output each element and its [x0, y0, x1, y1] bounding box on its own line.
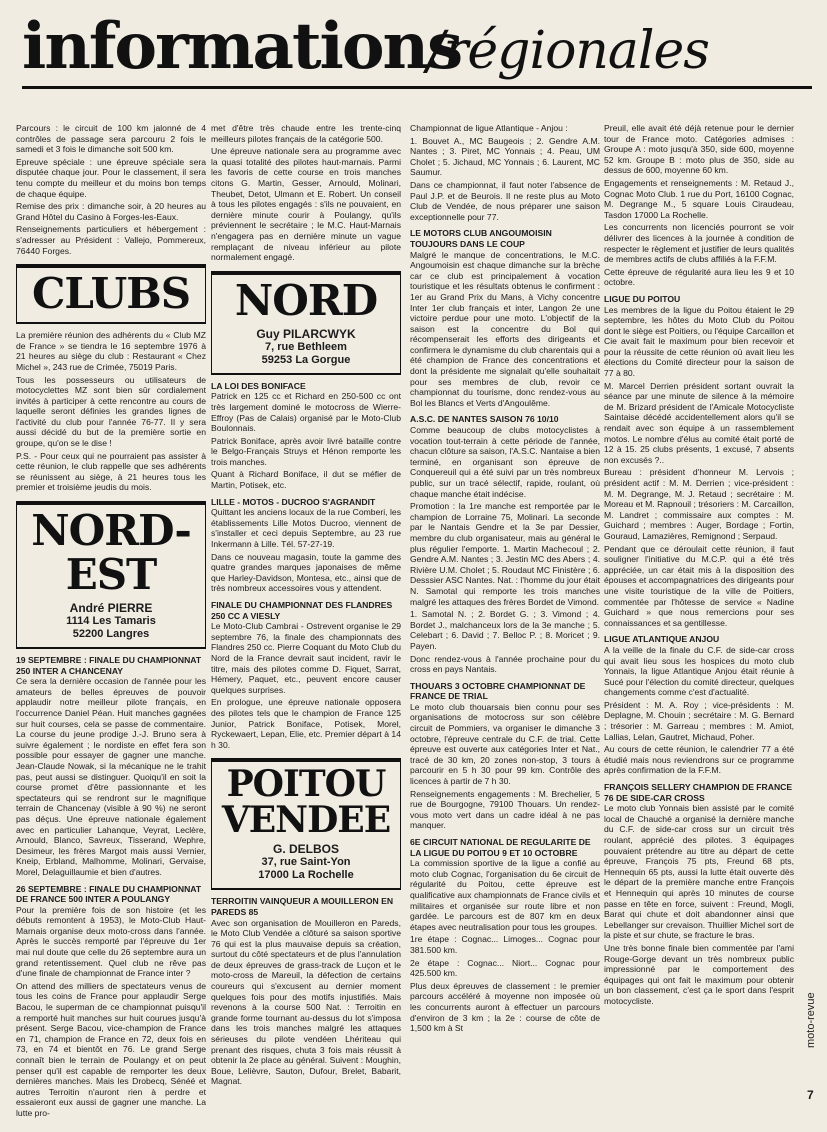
paragraph: Président : M. A. Roy ; vice-présidents : M. Deplagne, M. Chouin ; secrétaire : M. G. Bernard ; trésorier : M. Garreau ; membres : M. Amiot, Lallias, Lelan, Gautret, Michaud, Poher. — [604, 699, 794, 742]
article-heading: LIGUE ATLANTIQUE ANJOU — [604, 634, 720, 645]
paragraph: Une épreuve nationale sera au programme avec la quasi totalité des pilotes haut-marnais. Parmi les favoris de cette course en trois manches citons G. Martin, Gesser, Arnould, Molinari, Theubet, Detot, Ulmann et E. Robert. Un conseil à tous les pilotes engagés : s'ils ne pouvaient, en dernière minute courir à Poulangy, qu'ils préviennent le secrétaire ; le M.C. Haut-Marnais n'engagera pas en dernière minute un vague remplaçant de niveau inférieur au pilote normalement engagé. — [211, 146, 401, 263]
masthead — [22, 8, 812, 86]
correspondent-city: 59253 La Gorgue — [261, 353, 351, 366]
article-heading: LA LOI DES BONIFACE — [211, 380, 306, 391]
article-heading: 6E CIRCUIT NATIONAL DE REGULARITE DE LA LIGUE DU POITOU 9 ET 10 OCTOBRE — [410, 837, 591, 858]
correspondent-name: André PIERRE — [69, 601, 153, 616]
paragraph: Dans ce nouveau magasin, toute la gamme des quatre grandes marques japonaises de même que Harley-Davidson, Montesa, etc., ainsi que de très nombreux accessoires vous y attendent. — [211, 551, 401, 594]
masthead-title: informations — [22, 9, 462, 84]
article-heading: LIGUE DU POITOU — [604, 293, 681, 304]
article-heading: TERROITIN VAINQUEUR A MOUILLERON EN PAREDS 85 — [211, 896, 394, 917]
paragraph: Dans ce championnat, il faut noter l'absence de Paul J.P. et de Beurois. Il ne reste plus au Moto Club de Vendée, de nous préparer une saison exceptionnelle pour 77. — [410, 179, 600, 222]
paragraph: Patrick en 125 cc et Richard en 250-500 cc ont très largement dominé le motocross de Wierre-Effroy (Pas de Calais) organisé par le Moto-Club Boulonnais. — [211, 391, 401, 434]
correspondent-city: 52200 Langres — [72, 628, 150, 641]
paragraph: Au cours de cette réunion, le calendrier 77 a été étudié mais nous reviendrons sur ce programme après confirmation de la F.F.M. — [604, 744, 794, 776]
column-3 — [410, 123, 600, 1118]
section-title-clubs: CLUBS — [31, 269, 191, 319]
paragraph: Remise des prix : dimanche soir, à 20 heures au Grand Hôtel du Casino à Forges-les-Eaux. — [16, 201, 206, 222]
correspondent-address: 7, rue Bethleem — [265, 340, 347, 353]
paragraph: Malgré le manque de concentrations, le M.C. Angoumoisin est chaque dimanche sur la brèche car ce club est principalement à vocation touristique et les résultats obtenus le confirment : 1er au Grand Prix du Mans, à Vichy concentre Inter 1er club français et inter, Langon 2e une victoire perdue pour une moto. L'objectif de la saison est la concentre du Bol qui récompenserait les efforts des dirigeants et confirmera le dynamisme du club charentais qui a été champion de France des concentrations et dont la présidente me signalait qu'elle souhaitait pour ses membres de club, revoir ce championnat du tourisme, donc rendez-vous au Bol les Blancs et Verts d'Angoulême. — [410, 249, 600, 408]
section-title-vendee: VENDEE — [221, 799, 391, 842]
paragraph: A la veille de la finale du C.F. de side-car cross qui avait lieu sous les hospices du moto club Yonnais, la ligue Atlantique Anjou était réunie à Sucé pour l'élection du comité directeur, quelques changements comme c'est d'actualité. — [604, 644, 794, 698]
paragraph: Quittant les anciens locaux de la rue Comberi, les établissements Lille Motos Ducroo, viennent de s'installer et ceci depuis Septembre, au 23 rue Inkermann à Lille. Tél. 57-27-19. — [211, 507, 401, 550]
page-number: 7 — [807, 1088, 814, 1102]
paragraph: 1re étape : Cognac... Limoges... Cognac pour 381.500 km. — [410, 934, 600, 955]
column-2 — [211, 123, 401, 1118]
paragraph: Ce sera la dernière occasion de l'année pour les amateurs de belles épreuves de pouvoir applaudir notre meilleur pilote français, en l'occurrence Daniel Péan. Huit manches gagnées sur huit courses, cela se passe de commentaire. La course du jeune prodige J.-J. Bruno sera à suivre également ; le nordiste en effet fera son possible pour essayer de gagner une manche. Jean-Claude Nowak, si la mécanique ne le trahit pas, peut aussi se distinguer. Quoiqu'il en soit la course promet d'être passionnante et les spectateurs qui se rendront sur le magnifique terrain de Chancenay (visible à 90 %) ne seront pas déçus. Une épreuve nationale également avec en particulier Lahanque, Veyrat, Leclère, Arnould, Blanco, Savreux, Tisserand, Wephre, Desimeur, les frères Margot mais aussi Vernier, Kneip, Erbland, Malhomme, Molinari, Gervaise, Morel, Delaguillaumie et bien d'autres. — [16, 676, 206, 877]
paragraph: Bureau : président d'honneur M. Lervois ; président actif : M. M. Derrien ; vice-président : M. M. Degrange, M. J. Retaud ; secrétaire : M. Moreau et M. Rapnouil ; trésoriers : M. Carcaillon, M. Landret ; commissaire aux comptes : M. Guichard ; membres : Auger, Bordage ; Fortin, Gouraud, Lamazières, Remignond ; Serpaud. — [604, 467, 794, 541]
article-heading: FINALE DU CHAMPIONNAT DES FLANDRES 250 CC A VIESLY — [211, 600, 393, 621]
paragraph: Patrick Boniface, après avoir livré bataille contre le Belgo-Français Struys et Hénon remporte les trois manches. — [211, 435, 401, 467]
paragraph: Le moto club Yonnais bien assisté par le comité local de Chauché a organisé la dernière manche du C.F. de side-car cross sur un circuit très roulant, apprécié des pilotes. 3 équipages pouvaient prétendre au titre au départ de cette épreuve, François 75 pts, Freund 68 pts, Hennequin 65 pts, aussi la lutte était ouverte dès le départ de la première manche entre François et Hennequin qui après 10 minutes de course passe en tête en force, suivent : Freund, Mogli, Barat qui chute et doit abandonner ainsi que Lebellanger sur crevaison. Thuillier Michel sort de la piste et sur chute, se fracture le bras. — [604, 803, 794, 941]
column-4 — [604, 123, 794, 1118]
paragraph: Une très bonne finale bien commentée par l'ami Rouge-Gorge devant un très nombreux public impressionné par le comportement des équipages qui ont fait le maximum pour obtenir un bon classement, c'est ça le sport dans l'esprit motocycliste. — [604, 942, 794, 1006]
paragraph: Renseignements particuliers et hébergement : s'adresser au Président : Vallejo, Pommereux, 76440 Forges. — [16, 224, 206, 256]
article-heading: THOUARS 3 OCTOBRE CHAMPIONNAT DE FRANCE DE TRIAL — [410, 680, 586, 702]
article-heading: 26 SEPTEMBRE : FINALE DU CHAMPIONNAT DE FRANCE 500 INTER A POULANGY — [16, 883, 202, 905]
paragraph: En prologue, une épreuve nationale opposera des pilotes tels que le champion de France 125 Junior, Patrick Boniface, Potisek, Morel, Ryckewaert, Lepan, Elie, etc. Premier départ à 14 h 30. — [211, 697, 401, 750]
correspondent-city: 17000 La Rochelle — [258, 869, 354, 882]
paragraph: Quant à Richard Boniface, il dut se méfier de Martin, Potisek, etc. — [211, 469, 401, 491]
section-title-poitou: POITOU — [226, 763, 386, 806]
masthead-subtitle: /régionales — [427, 21, 709, 81]
paragraph: Championnat de ligue Atlantique - Anjou : — [410, 123, 568, 133]
paragraph: M. Marcel Derrien président sortant ouvrait la séance par une minute de silence à la mémoire de M. Brizard président de l'Amicale Motocycliste Saintaise décédé accidentellement alors qu'il se rendait avec son équipe à un rassemblement motos. Le nombre d'élus au comité était porté de 12 à 15. 25 clubs présents, 1 excusé, 7 absents non excusés ?.. — [604, 380, 794, 465]
section-box-clubs — [16, 264, 206, 324]
article-heading: LE MOTORS CLUB ANGOUMOISIN TOUJOURS DANS LE COUP — [410, 228, 552, 249]
masthead-rule — [22, 86, 812, 89]
paragraph: 1. Samotal N. ; 2. Bordet G. ; 3. Vimond ; 4. Bordet J., malchanceux lors de la 3e manche ; 5. Celebart ; 6. David ; 7. Belloc P. ; 8. Moricet ; 9. Payen. — [410, 609, 600, 651]
article-heading: 19 SEPTEMBRE : FINALE DU CHAMPIONNAT 250 INTER A CHANCENAY — [16, 655, 202, 676]
paragraph: Renseignements engagements : M. Brechelier, 5 rue de Bourgogne, 79100 Thouars. Un rendez-vous moto vert dans un cadre idéal à ne pas manquer. — [410, 788, 600, 831]
section-box-nord — [211, 271, 401, 375]
correspondent-address: 37, rue Saint-Yon — [261, 856, 351, 869]
section-title-nord: NORD — [234, 275, 378, 325]
paragraph: Preuil, elle avait été déjà retenue pour le dernier tour de France moto. Catégories admises : Groupe A : moto jusqu'à 350, side 600, moyenne 52 km. Groupe B : moto plus de 350, side au dessus de 600, moyenne 60 km. — [604, 123, 794, 176]
paragraph: Epreuve spéciale : une épreuve spéciale sera disputée chaque jour. Pour le classement, il sera tenu compte du meilleur et du moins bon temps de chaque équipe. — [16, 156, 206, 199]
section-box-nord-est — [16, 501, 206, 649]
paragraph: Tous les possesseurs ou utilisateurs de motocyclettes MZ sont bien sûr cordialement invités à participer à cette rencontre au cours de laquelle seront définies les grandes lignes de l'activité du club pour l'année 76-77. Il y sera aussi décidé du but de la première sortie en groupe, qu'on se le dise ! — [16, 374, 206, 449]
paragraph: met d'être très chaude entre les trente-cinq meilleurs pilotes français de la catégorie 500. — [211, 123, 401, 144]
section-box-poitou-vendee — [211, 758, 401, 890]
article-heading: LILLE - MOTOS - DUCROO S'AGRANDIT — [211, 496, 376, 507]
column-1 — [16, 123, 206, 1118]
paragraph: Pendant que ce déroulait cette réunion, il faut souligner l'initiative du M.C.P. qui a été très appréciée, un car était mis à la disposition des épouses et accompagnatrices des dirigeants pour une visite touristique de la ville de Poitiers, commentée par l'hôtesse de service « Nadine Guichard » que nous remercions pour ses connaissances et sa gentillesse. — [604, 543, 794, 628]
paragraph: Pour la première fois de son histoire (et les débuts remontent à 1953), le Moto-Club Haut-Marnais organise deux moto-cross dans l'année. Après le succès remporté par l'épreuve du 1er mai nul doute que celle du 26 septembre aura un grand retentissement. Quel club ne rêve pas d'une finale de championnat de France inter ? — [16, 904, 206, 979]
paragraph: Les concurrents non licenciés pourront se voir délivrer des licences à la journée à condition de respecter le règlement et justifier de leurs qualités de membres actifs de clubs affiliés à la F.F.M. — [604, 222, 794, 265]
section-title-nord-est: NORD-EST — [31, 506, 191, 600]
article-heading: FRANÇOIS SELLERY CHAMPION DE FRANCE 76 DE SIDE-CAR CROSS — [604, 782, 793, 803]
paragraph: P.S. - Pour ceux qui ne pourraient pas assister à cette réunion, le club rappelle que ses adhérents se réunissent au siège, à 21 heures tous les premier et troisième jeudis du mois. — [16, 450, 206, 493]
paragraph: Avec son organisation de Mouilleron en Pareds, le Moto Club Vendée a clôturé sa saison sportive 76 qui est la plus mauvaise depuis sa création, surtout du côté spectateurs et de plus l'annulation de deux épreuves de grass-track de Luçon et le moto-cross de Mareuil, la défection de certains coureurs qui s'excusent au dernier moment quelques fois pour des motifs injustifiés. Mais revenons à la course 500 Nat. : Terroitin en grande forme tournant au-dessus du lot s'imposa dans les trois manches malgré les attaques sérieuses du pilote vendéen Lhériteau qui prenant des risques, chuta 3 fois mais réussit à obtenir la 2e place au général. Suivent : Moughin, Boue, Lelièvre, Sauton, Dufour, Brelet, Babarit, Magnat. — [211, 917, 401, 1087]
correspondent-name: G. DELBOS — [272, 842, 339, 857]
correspondent-address: 1114 Les Tamaris — [66, 615, 156, 628]
paragraph: Cette épreuve de régularité aura lieu les 9 et 10 octobre. — [604, 266, 794, 288]
correspondent-name: Guy PILARCWYK — [256, 326, 356, 341]
paragraph: Donc rendez-vous à l'année prochaine pour du cross en pays Nantais. — [410, 653, 600, 675]
paragraph: Engagements et renseignements : M. Retaud J., Cognac Moto Club. 1 rue du Port, 16100 Cognac, M. Degrange M., 5 square Louis Ciraudeau, Tasdon 17000 La Rochelle. — [604, 177, 794, 220]
article-heading: A.S.C. DE NANTES SAISON 76 10/10 — [410, 414, 559, 425]
paragraph: Plus deux épreuves de classement : le premier parcours accéléré à moyenne non imposée où les concurrents auront à effectuer un parcours d'environ de 3 km ; la 2e : course de côte de 1,500 km à St — [410, 980, 600, 1034]
magazine-brand: moto-revue — [805, 992, 817, 1048]
paragraph: Parcours : le circuit de 100 km jalonné de 4 contrôles de passage sera parcouru 2 fois le samedi et 3 fois le dimanche soit 500 km. — [16, 123, 206, 155]
paragraph: Comme beaucoup de clubs motocyclistes à vocation tout-terrain à cette période de l'année, chacun clôture sa saison, l'A.S.C. Nantaise a bien terminé, en organisant son épreuve de Conquereuil qui a été suivi par un très nombreux public, sur un tracé sélectif, rapide, roulant, où chaque manche était indécise. — [410, 425, 600, 499]
paragraph: 2e étape : Cognac... Niort... Cognac pour 425.500 km. — [410, 957, 600, 979]
paragraph: La première réunion des adhérents du « Club MZ de France » se tiendra le 16 septembre 1976 à 21 heures au siège du club : Restaurant « Chez Michel », 243 rue de Crimée, 75019 Paris. — [16, 330, 206, 372]
paragraph: On attend des milliers de spectateurs venus de tous les coins de France pour applaudir Serge Bacou, le superman de ce championnat puisqu'il a remporté huit manches sur huit courues jusqu'à présent. Serge Bacou, vice-champion de France en 71, champion de France en 72, deux fois en 73, en 74 et bientôt en 76. Le grand Serge connaît bien le terrain de Poulangy et on peut penser qu'il est capable de remporter les deux dernières manches. Mais les Drobecq, Sénéé et autres Terroitin n'auront rien à perdre et essaieront eux aussi de gagner une manche. La lutte pro- — [16, 980, 206, 1118]
paragraph: La commission sportive de la ligue a confié au moto club Cognac, l'organisation du 6e circuit de régularité du Poitou, cette épreuve est qualificative aux championnats de France civils et militaires et organisée sur route libre et non gardée. Le parcours est de 807 km en deux étapes avec neutralisation pour tous les groupes. — [410, 858, 600, 932]
paragraph: Les membres de la ligue du Poitou étaient le 29 septembre, les hôtes du Moto Club du Poitou dont le siège est Poitiers, ou l'équipe Carcaillon et Cie avait fait le maximum pour bien recevoir et pour la réussite de cette réunion où avait lieu les élections du Comité directeur pour la saison de 77 à 80. — [604, 304, 794, 379]
paragraph: Le Moto-Club Cambrai - Ostrevent organise le 29 septembre 76, la finale des championnats des Flandres 250 cc. Pierre Coquant du Moto Club du Nord de la France devrait saut incident, ravir le titre, mais des pilotes comme D. Fiquet, Sarrat, Hémery, Paquet, etc., peuvent encore causer quelques surprises. — [211, 621, 401, 695]
paragraph: Promotion : la 1re manche est remportée par le champion de Lorraine 75, Molinari. La seconde par le Nantais Gendre et la 3e par Dessier, membre du club organisateur, mais au général le plus régulier l'emporte. 1. Martin Machecoul ; 2. Gendre A.M. Nantes ; 3. Jestin MC des Abers ; 4. Rivière U.M. Cholet ; 5. Roudaut MC Finistère ; 6. Desssier ASC Nantes. Nat. : l'homme du jour était N. Samotal qui remporte les trois manches malgré les attaques des frères Bordet de Vimond. — [410, 501, 600, 607]
paragraph: Le moto club thouarsais bien connu pour ses organisations de motocross sur son célèbre circuit de Pommiers, va organiser le dimanche 3 octobre, l'épreuve centrale du C.F. de trial. Cette épreuve est ouverte aux catégories Inter et Nat., tracé de 30 km, 20 zones non-stop, 3 tours à parcourir en 5 h 30 pour 99 km. Contrôle des licences à partir de 7 h 30. — [410, 701, 600, 787]
paragraph: 1. Bouvet A., MC Baugeois ; 2. Gendre A.M. Nantes ; 3. Piret, MC Yonnais ; 4. Peau, UM Cholet ; 5. Jichaud, MC Yonnais ; 6. Laurent, MC Saumur. — [410, 135, 600, 178]
page-footer-margin — [805, 960, 823, 1110]
